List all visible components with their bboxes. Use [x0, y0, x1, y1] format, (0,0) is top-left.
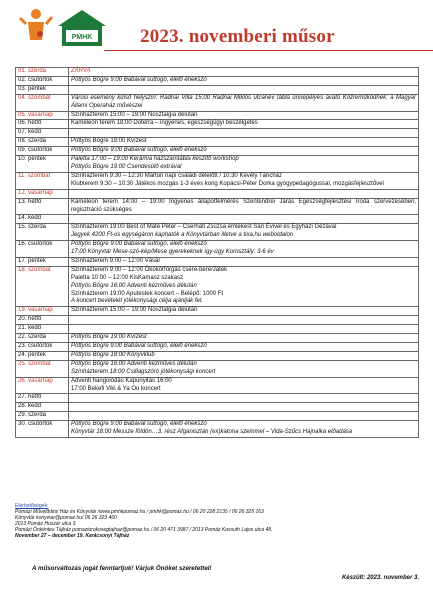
event-cell	[69, 76, 419, 85]
event-line: Pöttyös Bögre 9:00 Babával suttogó, élelő énekszó	[71, 76, 207, 83]
event-line: Pöttyös Bögre 16:00 Adventi kézműves délután	[71, 360, 197, 367]
program-row	[16, 325, 419, 334]
program-row	[16, 403, 419, 412]
contact-line: November 27 – december 19. Karácsonyi Tájház	[15, 533, 130, 539]
program-row	[16, 257, 419, 266]
day-cell: 25. szombat	[16, 360, 69, 377]
event-cell	[69, 343, 419, 352]
event-line: Színházterem 19:00 Aputestek koncert – Belépő: 1000 Ft	[71, 290, 224, 297]
contacts-heading: Elérhetőségek:	[15, 503, 49, 509]
event-line: Pöttyös Bögre 9:00 Babával suttogó, élelő énekszó	[71, 147, 207, 154]
program-row	[16, 156, 419, 173]
event-cell	[69, 421, 419, 438]
event-line: Kaméleon terem 14:00 – 19:00 Ingyenes állapotfelmérés Szentendrei Járás Egészségfejlesztési Iroda szervezésében, regisztráció szükséges	[71, 198, 416, 213]
day-cell: 29. szerda	[16, 412, 69, 421]
pmhk-logo	[16, 4, 108, 48]
event-line	[71, 403, 416, 411]
title-divider	[104, 50, 433, 51]
day-cell: 07. kedd	[16, 129, 69, 138]
day-cell: 21. kedd	[16, 325, 69, 334]
program-row	[16, 241, 419, 258]
event-line: Városi esemény külső helyszín: Radnai Villa 15:00 Radnai Miklós utcanév tábla ünnepélyes avató Közreműködnek: a Magyar Állami Operaház művészei	[71, 94, 416, 109]
day-cell: 04. szombat	[16, 94, 69, 111]
event-line	[71, 190, 416, 198]
event-line: Pöttyös Bögre 18:00 Könyvklub	[71, 351, 155, 358]
program-row	[16, 111, 419, 120]
contact-line: Pomázi Önkéntes Tájház pomaziorokosegtajhaz@pomaz.hu / 06 20 471 3987 / 2013 Pomáz Kossuth Lajos utca 48.	[15, 527, 273, 533]
event-line: A koncert bevételét jótékonysági célja ajánlják fel.	[71, 298, 203, 305]
event-line: Paletta 10:00 – 12:00 KisKamasz szakasz	[71, 274, 184, 281]
day-cell: 20. hétfő	[16, 316, 69, 325]
event-cell	[69, 266, 419, 307]
event-cell	[69, 172, 419, 189]
day-cell: 11. szombat	[16, 172, 69, 189]
day-cell: 09. csütörtök	[16, 147, 69, 156]
event-cell	[69, 307, 419, 316]
event-line: Könyvtár 18:00 Messze földön…3. rész Afganisztán (ex)katona szemmel – Vida-Szűcs Hajnalka előadása	[71, 429, 353, 436]
day-cell: 27. hétfő	[16, 394, 69, 403]
event-line: Színházterem 9:00 – 12:00 Ökokörforgás csere-bere/Játék	[71, 266, 228, 273]
day-cell: 26. vasárnap	[16, 377, 69, 394]
day-cell: 23. csütörtök	[16, 343, 69, 352]
day-cell: 17. péntek	[16, 257, 69, 266]
logo-text: PMHK	[71, 34, 93, 41]
day-cell: 05. vasárnap	[16, 111, 69, 120]
page-title: 2023. novemberi műsor	[140, 26, 335, 47]
event-cell	[69, 377, 419, 394]
program-row	[16, 360, 419, 377]
event-line: Adventi hangolódás Kapunyitás 16:00	[71, 377, 172, 384]
program-row	[16, 351, 419, 360]
event-line	[71, 86, 416, 94]
day-cell: 16. csütörtök	[16, 241, 69, 258]
prepared-date: Készült: 2023. november 3.	[341, 575, 419, 581]
program-row	[16, 76, 419, 85]
event-cell	[69, 147, 419, 156]
contact-line: Pomázi Művelődési Ház és Könyvtár /www.pmhkpomaz.hu / pmhk@pomaz.hu / 06 20 228 2135 / 06 26 325 163	[15, 509, 264, 515]
day-cell: 18. szombat	[16, 266, 69, 307]
event-cell	[69, 257, 419, 266]
day-cell: 28. kedd	[16, 403, 69, 412]
day-cell: 19. vasárnap	[16, 307, 69, 316]
event-cell	[69, 129, 419, 138]
day-cell: 22. szerda	[16, 334, 69, 343]
program-row	[16, 343, 419, 352]
program-row	[16, 138, 419, 147]
event-line: Pöttyös Bögre 16:00 Adventi kézműves délután	[71, 282, 197, 289]
event-cell	[69, 334, 419, 343]
event-line: Pöttyös Bögre 19:00 Kvízest	[71, 138, 147, 145]
event-line: Pöttyös Bögre 19:00 Csendesülő extrával	[71, 163, 182, 170]
event-line	[71, 394, 416, 402]
day-cell: 24. péntek	[16, 351, 69, 360]
event-line: Pöttyös Bögre 19:00 Kvízest	[71, 334, 147, 341]
program-row	[16, 215, 419, 224]
program-change-note: A műsorváltozás jogát fenntartjuk! Várjuk Önöket szeretettel!	[32, 565, 212, 572]
event-line	[71, 412, 416, 420]
event-cell	[69, 120, 419, 129]
program-row	[16, 68, 419, 77]
program-row	[16, 85, 419, 94]
event-line: Pöttyös Bögre 9:00 Babával suttogó, élelő énekszó	[71, 241, 207, 248]
event-cell	[69, 111, 419, 120]
event-cell	[69, 68, 419, 77]
event-cell	[69, 394, 419, 403]
day-cell: 01. szerda	[16, 68, 69, 77]
day-cell: 06. hétfő	[16, 120, 69, 129]
event-cell	[69, 351, 419, 360]
event-cell	[69, 156, 419, 173]
program-row	[16, 307, 419, 316]
event-cell	[69, 224, 419, 241]
event-cell	[69, 215, 419, 224]
day-cell: 03. péntek	[16, 85, 69, 94]
event-line: 17:00 Könyvtár Mese-szó-kép/Mese gyerekeknek így-úgy Korosztály: 3-6 év	[71, 249, 274, 256]
event-line: Színházterem 18:00 Csillagszóró jótékonysági koncert	[71, 368, 216, 375]
program-row	[16, 316, 419, 325]
program-row	[16, 129, 419, 138]
page-header	[12, 4, 422, 48]
program-row	[16, 172, 419, 189]
event-line: Színházterem 9:00 – 12:00 Vásár	[71, 257, 161, 264]
event-cell	[69, 403, 419, 412]
event-line: Paletta 17:00 – 19:00 Kerámia házszámtábla készítő workshop	[71, 156, 239, 163]
event-cell	[69, 189, 419, 198]
program-row	[16, 198, 419, 215]
contacts-footer	[15, 503, 419, 539]
day-cell: 14. kedd	[16, 215, 69, 224]
event-cell	[69, 325, 419, 334]
event-line	[71, 129, 416, 137]
event-cell	[69, 198, 419, 215]
day-cell: 02. csütörtök	[16, 76, 69, 85]
day-cell: 13. hétfő	[16, 198, 69, 215]
event-line	[71, 215, 416, 223]
event-line	[71, 316, 416, 324]
program-row	[16, 189, 419, 198]
program-row	[16, 94, 419, 111]
contact-line: 2013 Pomáz Huszár utca 3.	[15, 521, 77, 527]
event-line: 17:00 Bekefi Viki & Ya Ou koncert	[71, 385, 161, 392]
event-cell	[69, 316, 419, 325]
event-line: Pöttyös Bögre 9:00 Babával suttogó, élelő énekszó	[71, 421, 207, 428]
event-line: Színházterem 19:00 Best of Máté Péter – Cserháti Zsuzsa emlékest Sári Évivel és Egyházi Gézával	[71, 224, 337, 231]
event-cell	[69, 94, 419, 111]
day-cell: 10. péntek	[16, 156, 69, 173]
program-row	[16, 334, 419, 343]
day-cell: 08. szerda	[16, 138, 69, 147]
program-row	[16, 412, 419, 421]
day-cell: 12. vasárnap	[16, 189, 69, 198]
program-table	[15, 67, 419, 438]
event-cell	[69, 241, 419, 258]
contact-line: Könyvtár konyvtar@pomaz.hu/ 06 26 323 460	[15, 515, 117, 521]
event-line	[71, 325, 416, 333]
event-cell	[69, 412, 419, 421]
event-line: Pöttyös Bögre 9:00 Babával suttogó, élelő énekszó	[71, 343, 207, 349]
program-row	[16, 224, 419, 241]
event-line: Kaméleon terem 18:00 Doterra – ingyenes, egészségügyi beszélgetés	[71, 120, 258, 127]
program-row	[16, 394, 419, 403]
program-row	[16, 147, 419, 156]
event-line: Klubterem 9:30 – 10:30 Játékos mozgás 1-3 éves korig Kopácsi-Péter Dorka gyógypedagógussal, mozgásfejlesztővel	[71, 180, 384, 187]
event-line: Színházterem 9:30 – 12:30 Márton napi családi délelőtt / 10:30 Kevély Táncház	[71, 172, 283, 179]
program-row	[16, 266, 419, 307]
program-row	[16, 421, 419, 438]
program-row	[16, 120, 419, 129]
event-line: ZÁRVA	[71, 68, 91, 74]
event-cell	[69, 360, 419, 377]
event-cell	[69, 85, 419, 94]
event-line: Színházterem 15:00 – 19:00 Nosztalgia délután	[71, 307, 198, 314]
day-cell: 30. csütörtök	[16, 421, 69, 438]
event-line: Jegyek 4200 Ft-os egységáron kaphatók a Könyvtárban illetve a tixa.hu weboldalon	[71, 232, 294, 239]
event-line: Színházterem 15:00 – 19:00 Nosztalgia délután	[71, 111, 198, 118]
program-row	[16, 377, 419, 394]
event-cell	[69, 138, 419, 147]
day-cell: 15. szerda	[16, 224, 69, 241]
